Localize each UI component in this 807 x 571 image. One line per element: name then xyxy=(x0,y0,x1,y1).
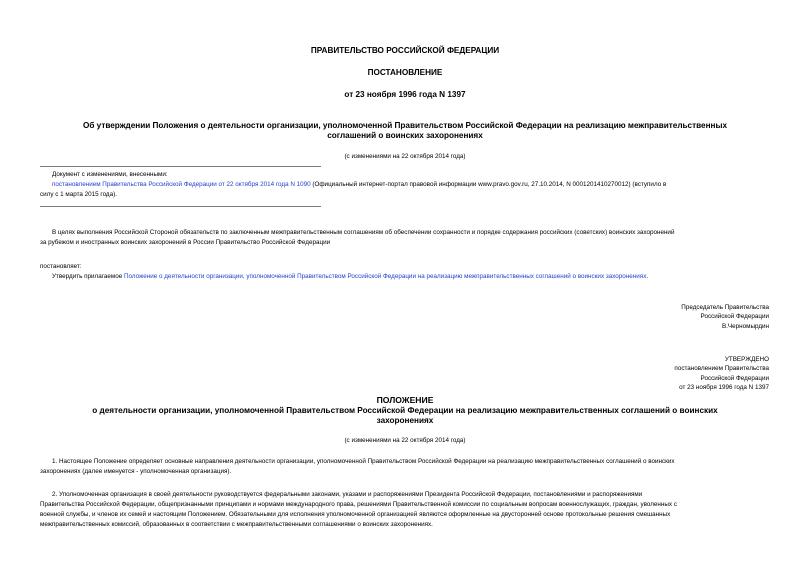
signature-block xyxy=(529,303,769,331)
regulation-subtitle-line-2: захоронениях xyxy=(376,416,434,425)
decree-postanovlyaet: постановляет: xyxy=(40,263,82,270)
signature-title: Председатель Правительства xyxy=(681,304,769,311)
document-amended-note: (с изменениями на 22 октября 2014 года) xyxy=(344,153,466,160)
signature-country: Российской Федерации xyxy=(700,313,769,321)
document-title-line-1: Об утверждении Положения о деятельности организации, уполномоченной Правительством Российской Федерации на реализацию межправительственных xyxy=(82,121,728,130)
document-date-number: от 23 ноября 1996 года N 1397 xyxy=(344,90,466,99)
regulation-subtitle-line-1: о деятельности организации, уполномоченной Правительством Российской Федерации на реализацию межправительственных соглашений о воинских xyxy=(92,406,718,415)
paragraph-1-line-1: 1. Настоящее Положение определяет основные направления деятельности организации, уполномоченной Правительством Российской Федерации на реализацию межправительственных соглашений о воинских xyxy=(52,458,675,465)
changes-line-1 xyxy=(52,180,772,189)
preamble-line-1: В целях выполнения Российской Стороной обязательств по заключенным межправительственным соглашениям об обеспечении сохранности и порядке содержания российских (советских) воинских захоронений xyxy=(52,229,675,236)
preamble-line-2: за рубежом и иностранных воинских захоронений в России Правительство Российской Федерации xyxy=(40,239,331,246)
approved-by: постановлением Правительства xyxy=(674,365,769,373)
paragraph-1-line-2: захоронениях (далее именуется - уполномоченная организация). xyxy=(40,468,232,475)
government-name: ПРАВИТЕЛЬСТВО РОССИЙСКОЙ ФЕДЕРАЦИИ xyxy=(310,46,500,55)
paragraph-2-line-2: Правительства Российской Федерации, общепризнанными принципами и нормами международного права, решениями Правительственной комиссии по социальным вопросам военнослужащих, граждан, уволенных с xyxy=(40,501,677,508)
approve-prefix: Утвердить прилагаемое xyxy=(52,273,124,280)
approved-label: УТВЕРЖДЕНО xyxy=(724,356,769,363)
approve-suffix: . xyxy=(646,273,649,280)
decree-approve-line xyxy=(52,272,648,281)
regulation-title: ПОЛОЖЕНИЕ xyxy=(376,395,434,405)
signature-name: В.Черномырдин xyxy=(721,322,769,330)
changes-bottom-rule xyxy=(40,206,321,207)
changes-intro: Документ с изменениями, внесенными: xyxy=(52,171,168,178)
paragraph-2-line-3: военной службы, и членов их семей и настоящим Положением. Обязательными для исполнения уполномоченной организацией являются оформленные на двусторонней основе протокольные решения смешанных xyxy=(40,511,671,518)
amending-decree-link[interactable]: постановлением Правительства Российской Федерации от 22 октября 2014 года N 1090 xyxy=(52,181,311,188)
changes-top-rule xyxy=(40,166,321,167)
regulation-amended-note: (с изменениями на 22 октября 2014 года) xyxy=(344,437,466,444)
approved-country: Российской Федерации xyxy=(700,374,769,382)
approved-block xyxy=(529,355,769,392)
regulation-link[interactable]: Положение о деятельности организации, уполномоченной Правительством Российской Федерации на реализацию межправительственных соглашений о воинских захоронениях xyxy=(123,273,647,280)
document-title-line-2: соглашений о воинских захоронениях xyxy=(327,131,483,140)
approved-date-number: от 23 ноября 1996 года N 1397 xyxy=(679,383,769,391)
document-type: ПОСТАНОВЛЕНИЕ xyxy=(367,68,443,77)
changes-source-text: (Официальный интернет-портал правовой информации www.pravo.gov.ru, 27.10.2014, N 0001201410270012) (вступило в xyxy=(310,181,667,188)
paragraph-2-line-4: межправительственных комиссий, образованных в соответствии с межправительственными соглашениями о воинских захоронениях. xyxy=(40,521,433,528)
changes-line-2: силу с 1 марта 2015 года). xyxy=(40,191,117,198)
paragraph-2-line-1: 2. Уполномоченная организация в своей деятельности руководствуется федеральными законами, указами и распоряжениями Президента Российской Федерации, постановлениями и распоряжениями xyxy=(52,491,643,498)
